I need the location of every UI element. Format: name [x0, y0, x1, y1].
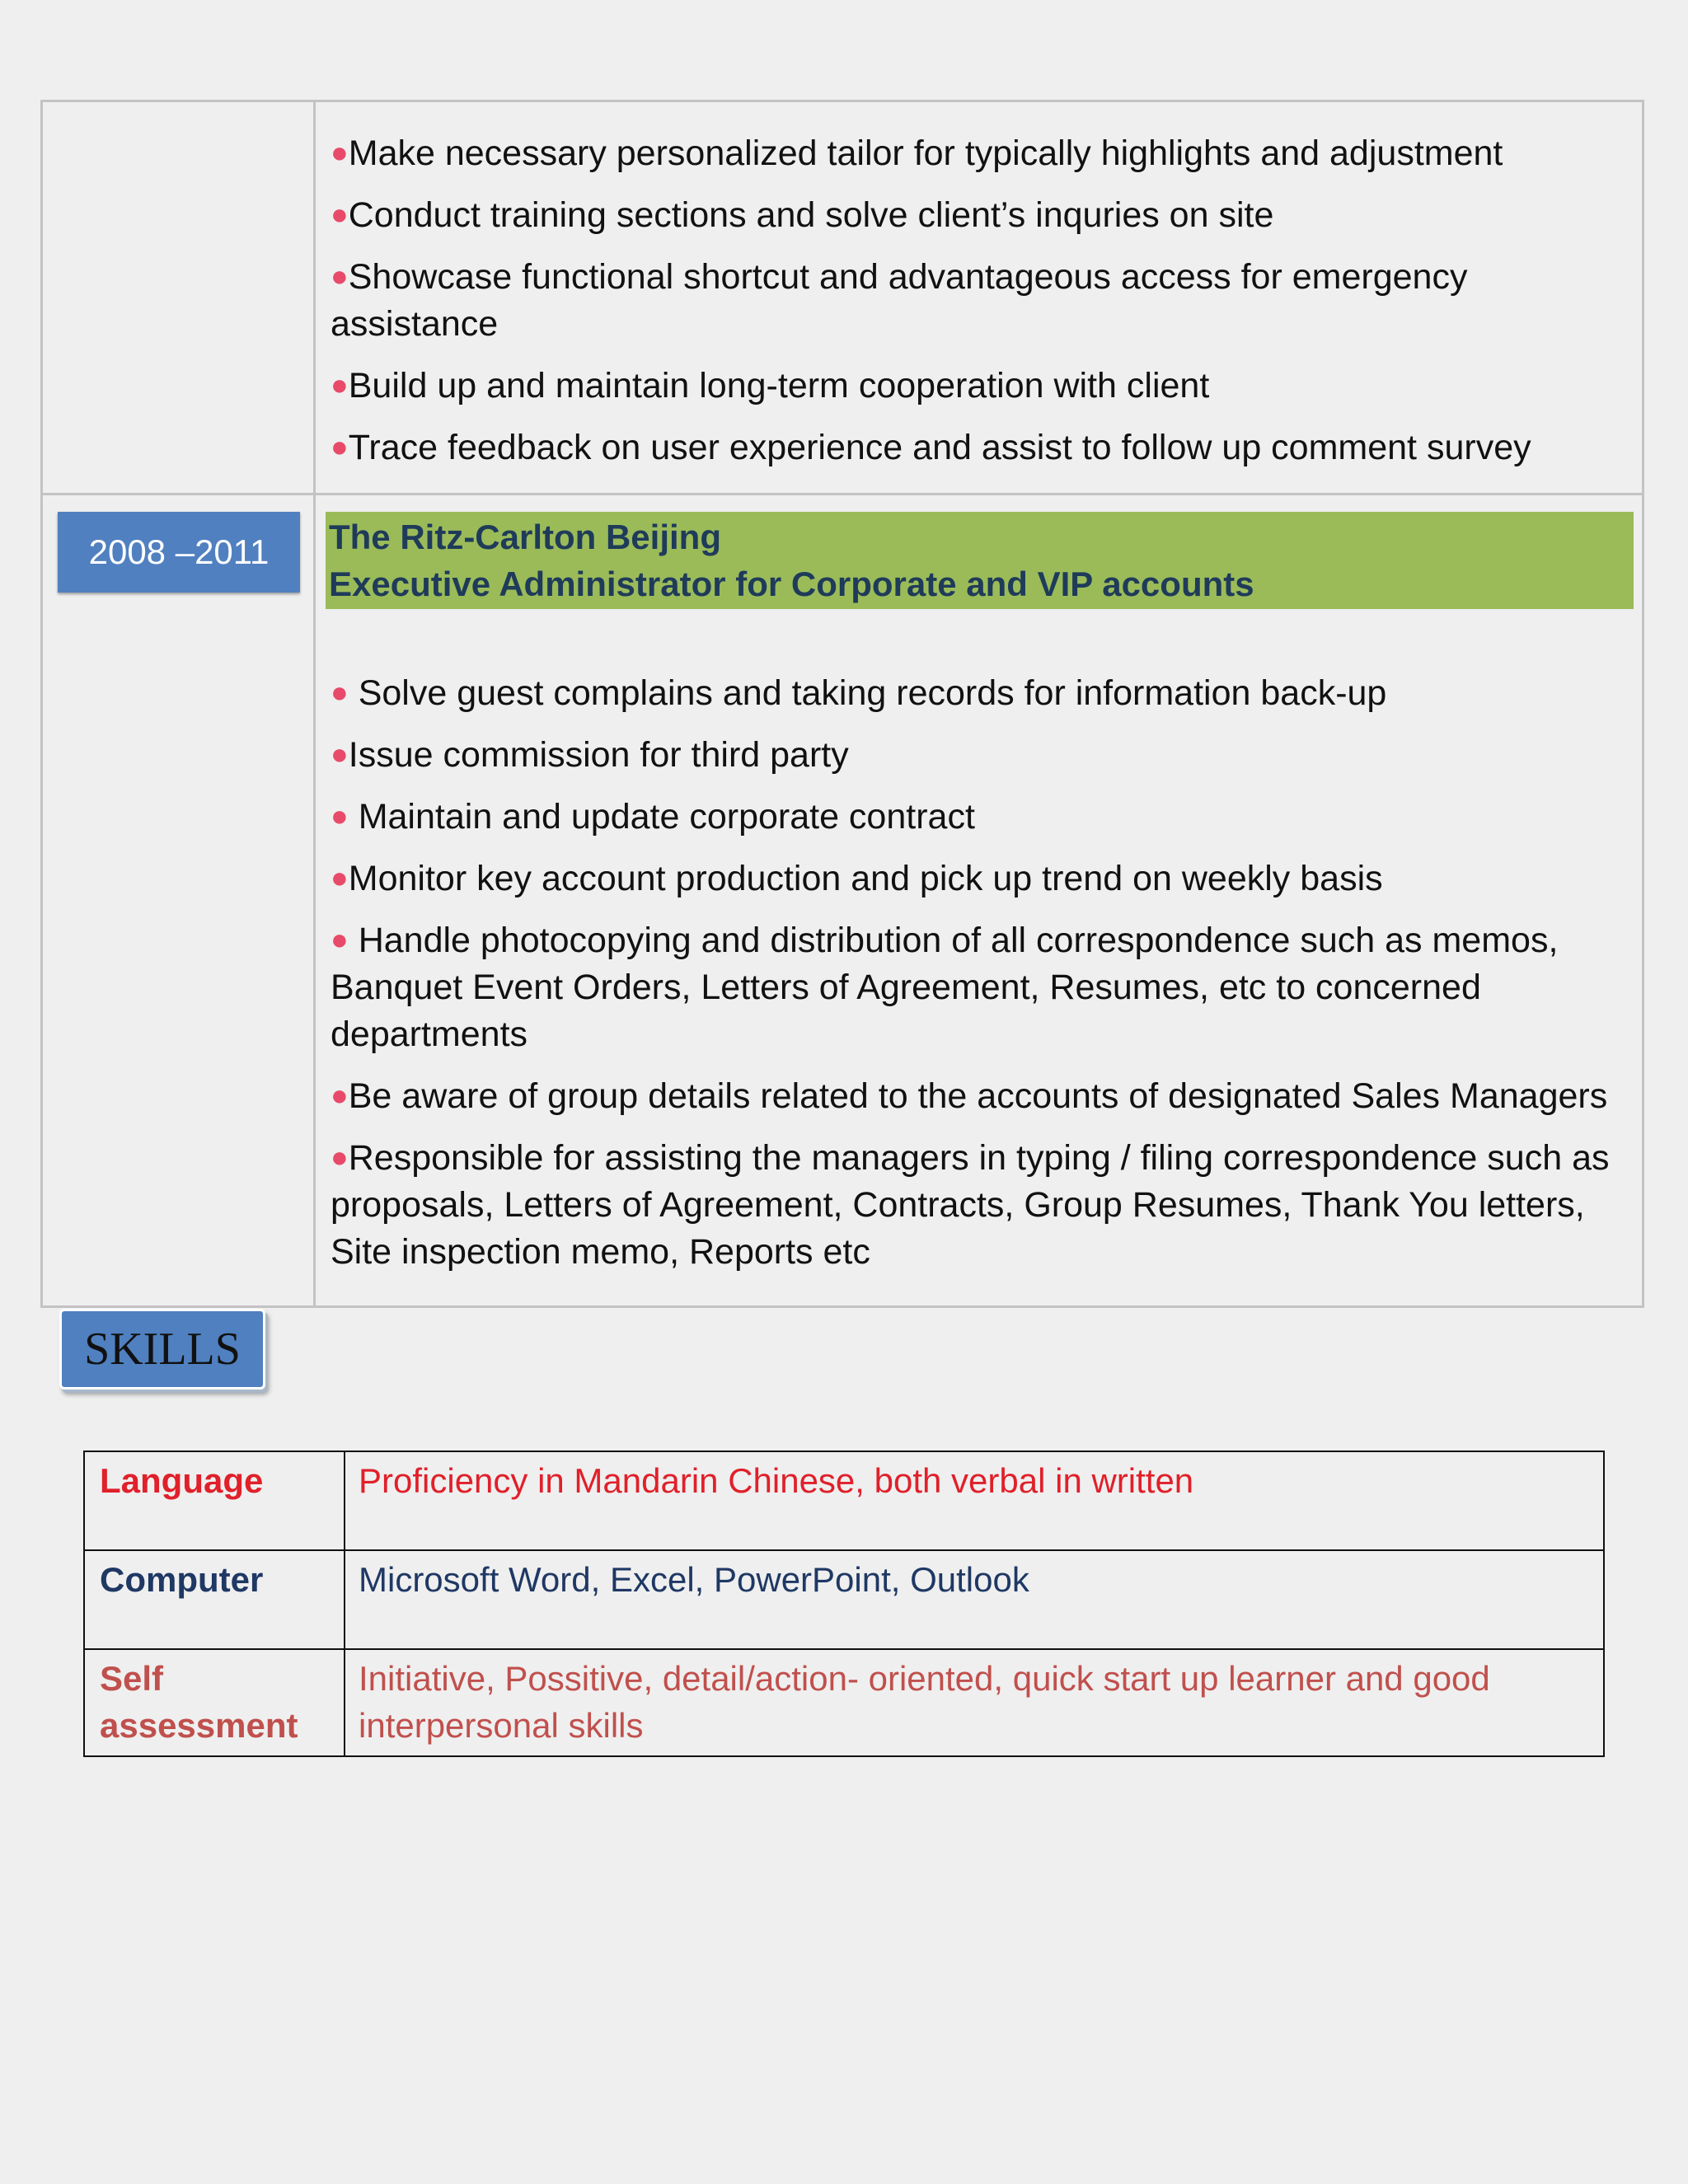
responsibility-item: ●Make necessary personalized tailor for typically highlights and adjustment: [331, 134, 1503, 173]
date-range-badge: 2008 –2011: [58, 512, 300, 593]
company-name: The Ritz-Carlton Beijing: [329, 518, 721, 556]
responsibility-item: ● Solve guest complains and taking records for information back-up: [331, 673, 1387, 713]
experience-row-previous: [43, 102, 1642, 493]
responsibility-item: ● Handle photocopying and distribution of all correspondence such as memos, Banquet Event Orders, Letters of Agreement, Resumes, etc to concerned departments: [331, 921, 1559, 1054]
responsibility-item: ●Issue commission for third party: [331, 735, 849, 775]
responsibility-item: ●Be aware of group details related to the accounts of designated Sales Managers: [331, 1076, 1608, 1116]
bullet-icon: ●: [331, 429, 349, 463]
responsibility-item: ●Build up and maintain long-term cooperation with client: [331, 366, 1210, 405]
bullet-icon: ●: [331, 259, 349, 293]
bullet-icon: ●: [331, 135, 349, 169]
skill-label: Computer: [84, 1550, 345, 1649]
experience-table: [40, 100, 1644, 1308]
responsibility-item: ●Showcase functional shortcut and advantageous access for emergency assistance: [331, 257, 1468, 344]
bullet-icon: ●: [331, 197, 349, 231]
experience-row-ritz: [43, 493, 1642, 1305]
bullet-icon: ●: [331, 675, 349, 709]
job-title: Executive Administrator for Corporate and VIP accounts: [329, 565, 1254, 603]
skills-row-language: [84, 1451, 1604, 1550]
experience-details-cell: [316, 102, 1642, 493]
skill-value: Initiative, Possitive, detail/action- oriented, quick start up learner and good interpersonal skills: [345, 1649, 1604, 1756]
skills-table: [83, 1451, 1605, 1757]
skills-row-self-assessment: [84, 1649, 1604, 1756]
responsibility-item: ●Conduct training sections and solve client’s inquries on site: [331, 195, 1274, 235]
bullet-icon: ●: [331, 922, 349, 956]
experience-date-cell: [43, 495, 316, 1305]
responsibility-item: ●Responsible for assisting the managers in typing / filing correspondence such as proposals, Letters of Agreement, Contracts, Group Resumes, Thank You letters, Site inspection memo, Reports etc: [331, 1138, 1610, 1272]
responsibility-item: ●Monitor key account production and pick up trend on weekly basis: [331, 859, 1383, 898]
experience-details-cell: [316, 495, 1642, 1305]
skill-label: Self assessment: [84, 1649, 345, 1756]
bullet-icon: ●: [331, 799, 349, 832]
skill-value: Proficiency in Mandarin Chinese, both verbal in written: [345, 1451, 1604, 1550]
responsibility-item: ● Maintain and update corporate contract: [331, 797, 975, 837]
bullet-icon: ●: [331, 737, 349, 771]
skill-value: Microsoft Word, Excel, PowerPoint, Outlook: [345, 1550, 1604, 1649]
bullet-icon: ●: [331, 1078, 349, 1112]
bullet-icon: ●: [331, 368, 349, 401]
skills-section-heading: SKILLS: [59, 1309, 265, 1390]
responsibility-item: ●Trace feedback on user experience and assist to follow up comment survey: [331, 428, 1531, 467]
experience-date-cell-empty: [43, 102, 316, 493]
company-header: [326, 512, 1634, 609]
bullet-icon: ●: [331, 860, 349, 894]
skills-row-computer: [84, 1550, 1604, 1649]
skill-label: Language: [84, 1451, 345, 1550]
bullet-icon: ●: [331, 1140, 349, 1174]
